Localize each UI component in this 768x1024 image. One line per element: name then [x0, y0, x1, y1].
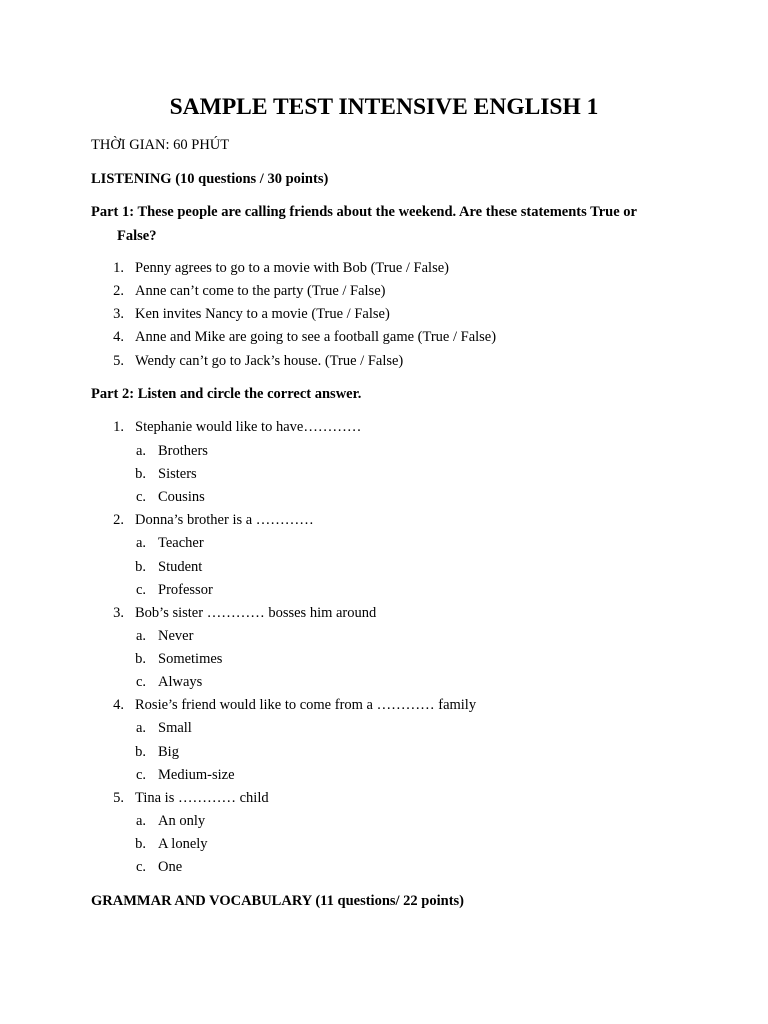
- question-number: 2.: [113, 512, 124, 528]
- option-letter: a.: [135, 720, 146, 736]
- part2-heading: Part 2: Listen and circle the correct answer.: [91, 386, 362, 402]
- item-text: Wendy can’t go to Jack’s house. (True / False): [135, 353, 404, 369]
- grammar-heading: GRAMMAR AND VOCABULARY (11 questions/ 22 points): [91, 893, 465, 909]
- option-letter: c.: [135, 489, 146, 505]
- option-text: Student: [158, 559, 203, 575]
- question-text: Stephanie would like to have…………: [135, 419, 362, 435]
- option-letter: b.: [135, 836, 146, 852]
- item-number: 4.: [113, 329, 124, 345]
- question-number: 5.: [113, 790, 124, 806]
- option-text: Small: [158, 720, 192, 736]
- option-text: Professor: [158, 582, 213, 598]
- option-letter: a.: [135, 443, 146, 459]
- option-text: Big: [158, 744, 179, 760]
- question-number: 1.: [113, 419, 124, 435]
- option-text: Teacher: [158, 535, 204, 551]
- option-text: Sisters: [158, 466, 197, 482]
- option-text: One: [158, 859, 183, 875]
- item-number: 1.: [113, 260, 124, 276]
- option-text: A lonely: [158, 836, 208, 852]
- option-text: An only: [158, 813, 206, 829]
- option-letter: b.: [135, 559, 146, 575]
- option-letter: c.: [135, 859, 146, 875]
- option-text: Cousins: [158, 489, 205, 505]
- item-text: Anne and Mike are going to see a football game (True / False): [135, 329, 497, 345]
- part1-heading-cont: False?: [117, 228, 157, 244]
- option-letter: a.: [135, 535, 146, 551]
- item-text: Ken invites Nancy to a movie (True / False): [135, 306, 390, 322]
- option-text: Sometimes: [158, 651, 223, 667]
- item-number: 3.: [113, 306, 124, 322]
- option-text: Medium-size: [158, 767, 235, 783]
- listening-heading: LISTENING (10 questions / 30 points): [91, 171, 329, 187]
- option-letter: c.: [135, 582, 146, 598]
- option-letter: a.: [135, 628, 146, 644]
- option-text: Always: [158, 674, 203, 690]
- option-letter: a.: [135, 813, 146, 829]
- question-text: Tina is ………… child: [135, 790, 269, 806]
- option-text: Never: [158, 628, 194, 644]
- item-text: Anne can’t come to the party (True / False): [135, 283, 386, 299]
- option-letter: b.: [135, 651, 146, 667]
- time-label: THỜI GIAN: 60 PHÚT: [91, 137, 230, 153]
- question-text: Rosie’s friend would like to come from a ………… family: [135, 697, 477, 713]
- question-number: 4.: [113, 697, 124, 713]
- question-text: Donna’s brother is a …………: [135, 512, 314, 528]
- option-letter: c.: [135, 674, 146, 690]
- option-letter: c.: [135, 767, 146, 783]
- part1-heading: Part 1: These people are calling friends about the weekend. Are these statements True or: [91, 204, 637, 220]
- option-text: Brothers: [158, 443, 208, 459]
- option-letter: b.: [135, 466, 146, 482]
- item-text: Penny agrees to go to a movie with Bob (True / False): [135, 260, 449, 276]
- question-text: Bob’s sister ………… bosses him around: [135, 605, 377, 621]
- page-title: SAMPLE TEST INTENSIVE ENGLISH 1: [169, 94, 599, 120]
- question-number: 3.: [113, 605, 124, 621]
- item-number: 5.: [113, 353, 124, 369]
- item-number: 2.: [113, 283, 124, 299]
- option-letter: b.: [135, 744, 146, 760]
